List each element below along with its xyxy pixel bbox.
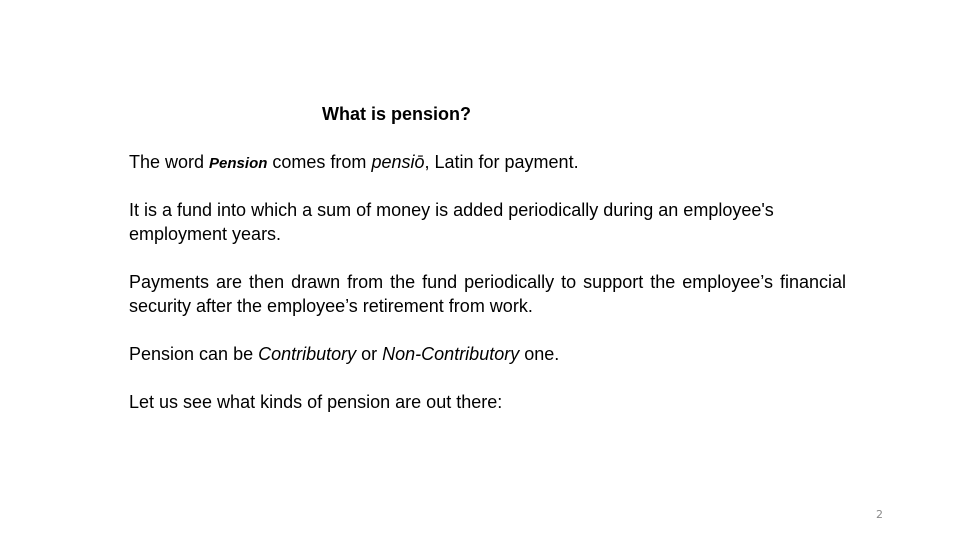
text-segment: The word (129, 152, 210, 172)
paragraph-definition: It is a fund into which a sum of money is added periodically during an employee's employment years. (129, 200, 774, 244)
paragraph-payments: Payments are then drawn from the fund periodically to support the employee’s financial security after the employee’s retirement from work. (129, 272, 846, 316)
paragraph-intro-kinds: Let us see what kinds of pension are out there: (129, 392, 503, 412)
contributory-term: Contributory (258, 344, 357, 364)
text-segment: one. (519, 344, 560, 364)
slide-title: What is pension? (322, 104, 472, 124)
non-contributory-term: Non-Contributory (382, 344, 520, 364)
page-number: 2 (876, 508, 883, 521)
text-segment: comes from (267, 152, 372, 172)
text-segment: Pension can be (129, 344, 259, 364)
text-segment: , Latin for payment. (424, 152, 579, 172)
latin-word: pensiō (371, 152, 425, 172)
text-segment: or (356, 344, 383, 364)
paragraph-types (129, 342, 846, 366)
pension-word: Pension (209, 155, 268, 172)
paragraph-etymology (129, 150, 846, 176)
